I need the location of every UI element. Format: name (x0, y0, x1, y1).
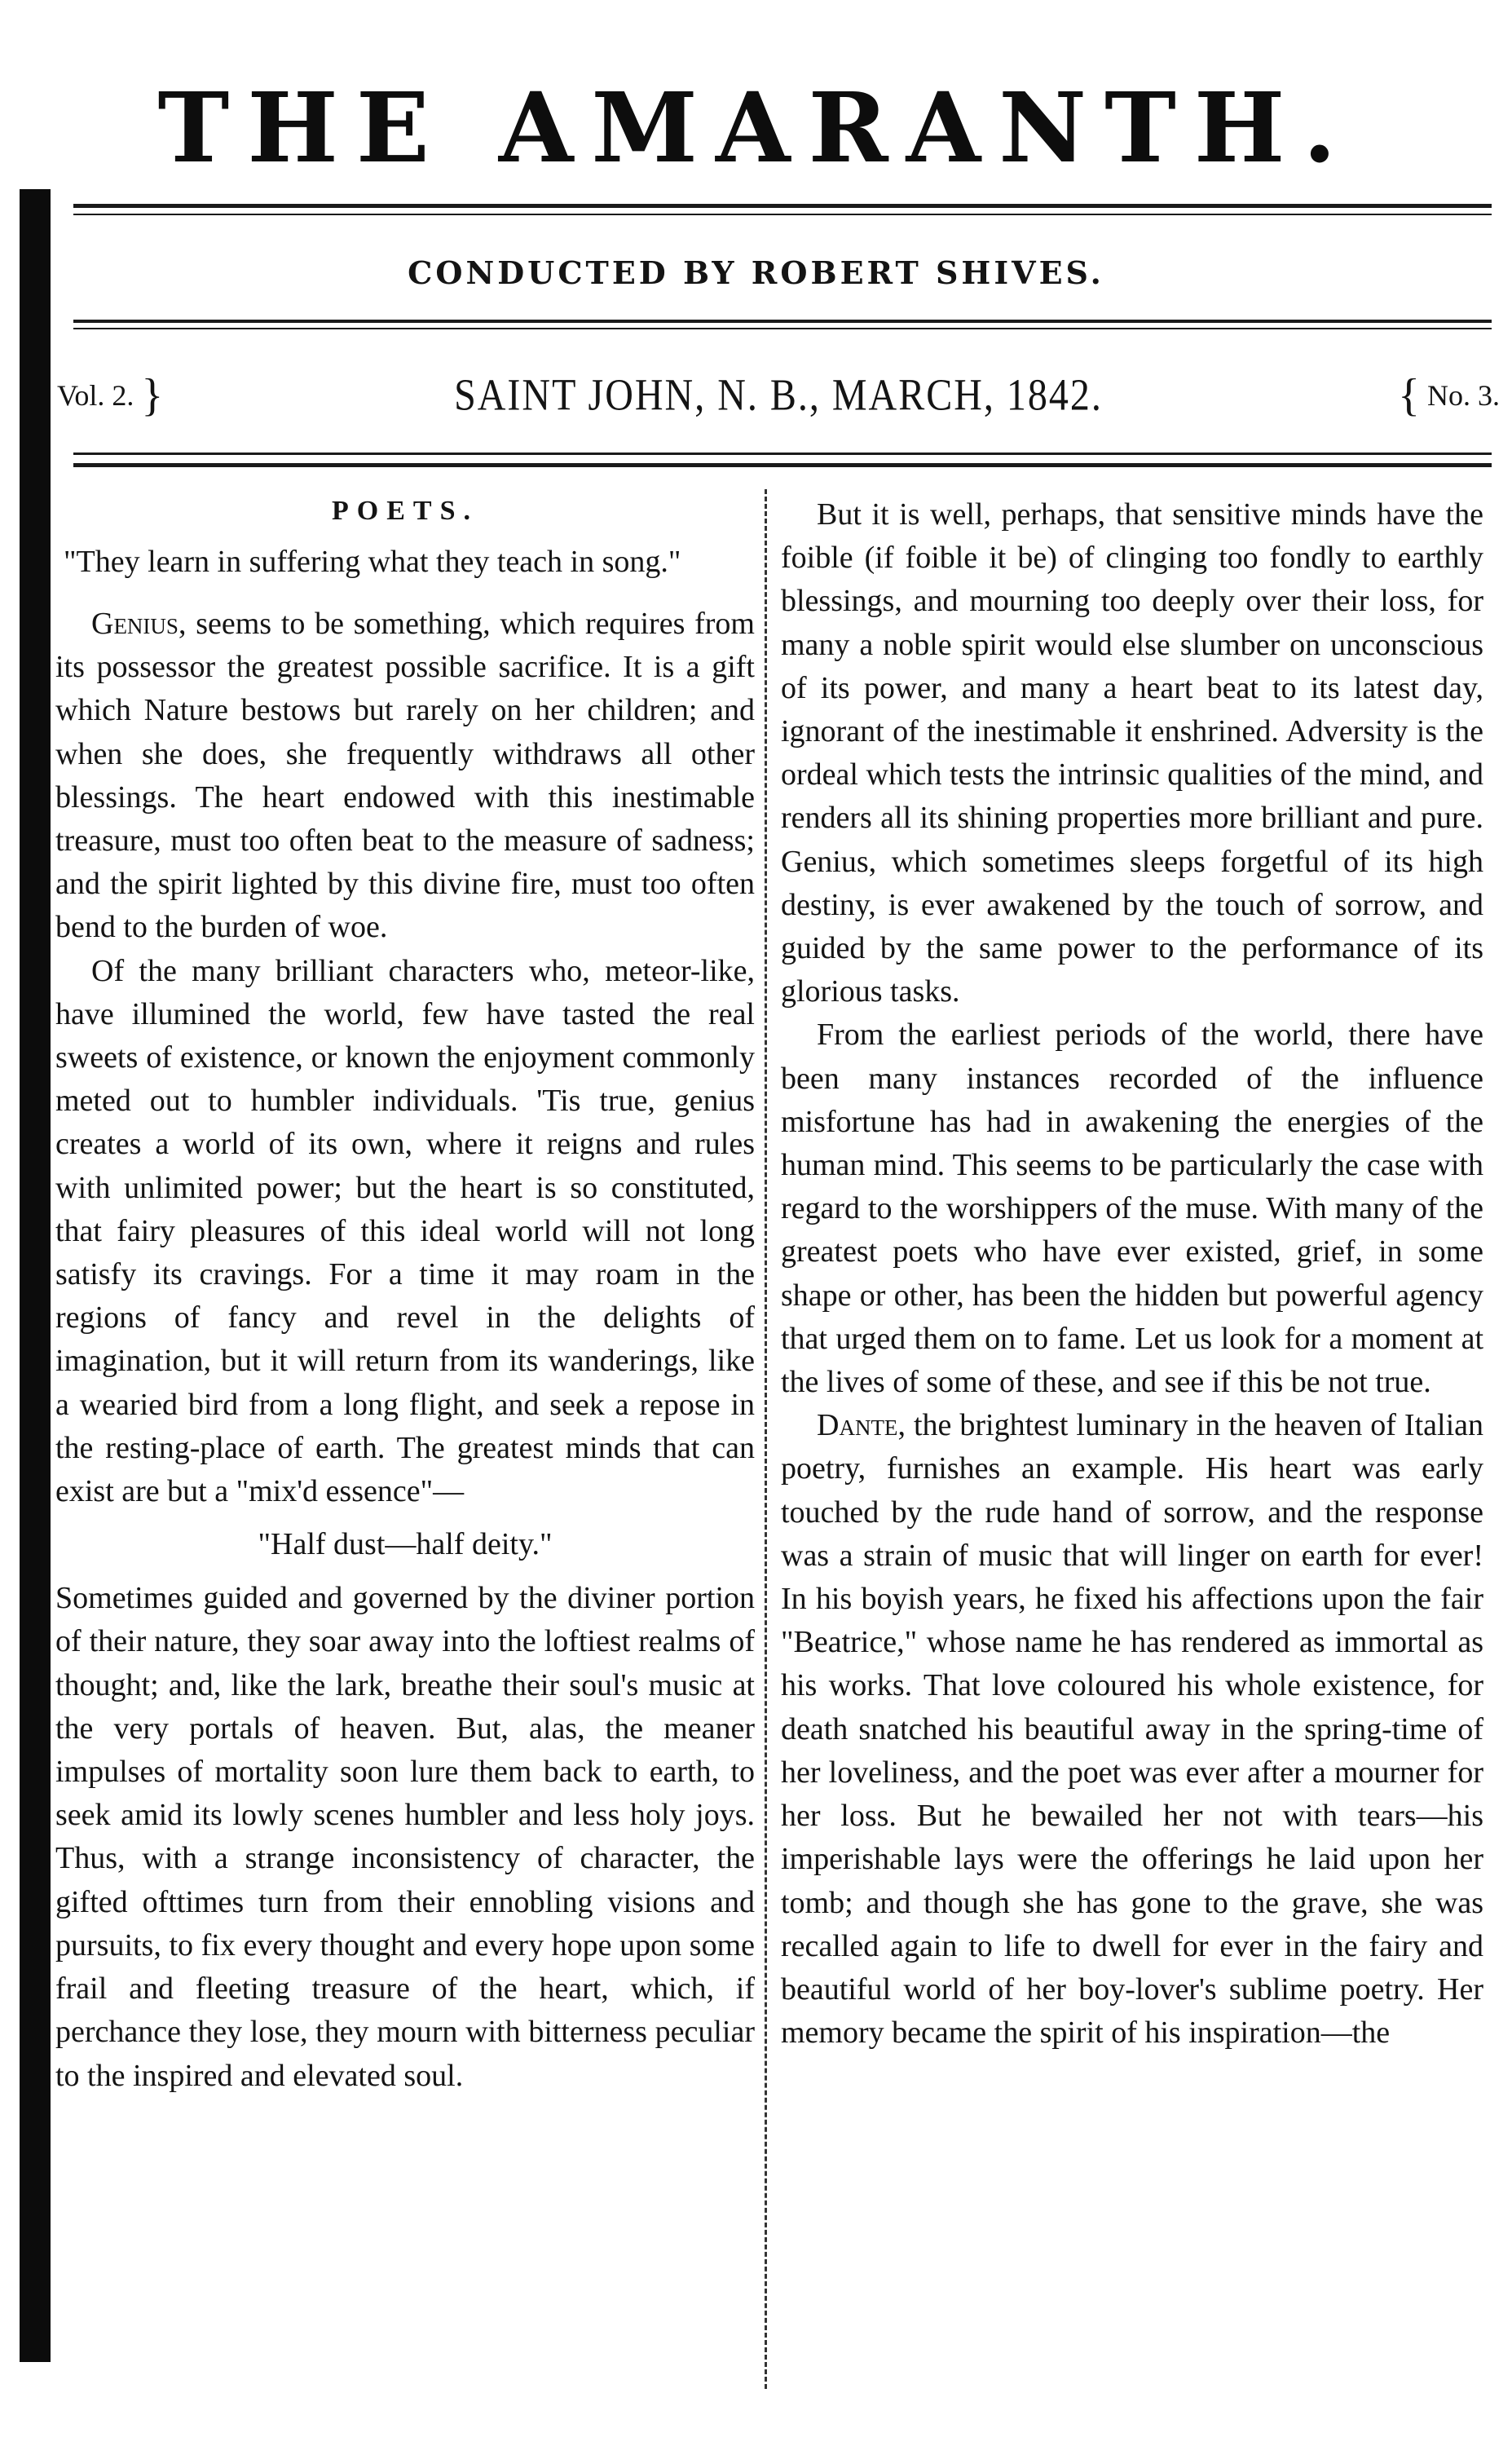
epigraph: "They learn in suffering what they teach in song." (64, 545, 681, 579)
article-heading: POETS. (332, 496, 478, 526)
volume-number: Vol. 2. } (57, 370, 164, 421)
paragraph: Dante, the brightest luminary in the heaven of Italian poetry, furnishes an example. His heart was early touched by the rude hand of sorrow, and the response was a strain of music that will linger on earth for ever! In his boyish years, he fixed his affections upon the fair "Beatrice," whose name he has rendered as immortal as his works. That love coloured his whole existence, for death snatched his beautiful away in the spring-time of her loveliness, and the poet was ever after a mourner for her loss. But he bewailed her not with tears—his imperishable lays were the offerings he laid upon her tomb; and though she has gone to the grave, she was recalled again to life to dwell for ever in the fairy and beautiful world of her boy-lover's sublime poetry. Her memory became the spirit of his inspiration—the (781, 1408, 1483, 2051)
issue-rule (73, 453, 1492, 455)
place-and-date: SAINT JOHN, N. B., MARCH, 1842. (454, 369, 1103, 420)
brace-glyph: } (141, 370, 164, 421)
binding-edge (20, 189, 51, 2362)
issue-number: { No. 3. (1398, 370, 1500, 421)
paragraph: Of the many brilliant characters who, meteor-like, have illumined the world, few have tasted the real sweets of existence, or known the enjoyment commonly meted out to humbler individuals. 'Tis true, genius creates a world of its own, where it reigns and rules with unlimited power; but the heart is so constituted, that fairy pleasures of this ideal world will not long satisfy its cravings. For a time it may roam in the regions of fancy and revel in the delights of imagination, but it will return from its wanderings, like a wearied bird from a long flight, and seek a repose in the resting-place of earth. The greatest minds that can exist are but a "mix'd essence"— (55, 953, 755, 1509)
issue-line (57, 367, 1500, 424)
right-column (781, 493, 1483, 2055)
conductor-rule (73, 320, 1492, 323)
paragraph: From the earliest periods of the world, there have been many instances recorded of the influence misfortune has had in awakening the energies of the human mind. This seems to be particularly the case with regard to the worshippers of the muse. With many of the greatest poets who have ever existed, grief, in some shape or other, has been the hidden but powerful agency that urged them on to fame. Let us look for a moment at the lives of some of these, and see if this be not true. (781, 1018, 1483, 1400)
conductor-rule-thin (73, 328, 1492, 329)
paragraph: Genius, seems to be something, which requires from its possessor the greatest possible sacrifice. It is a gift which Nature bestows but rarely on her children; and when she does, she frequently withdraws all other blessings. The heart endowed with this inestimable treasure, must too often beat to the measure of sadness; and the spirit lighted by this divine fire, must too often bend to the burden of woe. (55, 607, 755, 945)
masthead-rule-top (73, 204, 1492, 208)
conductor-line: CONDUCTED BY ROBERT SHIVES. (408, 254, 1104, 291)
issue-rule-thick (73, 463, 1492, 467)
masthead-rule-top-thin (73, 214, 1492, 215)
masthead-title: THE AMARANTH. (157, 71, 1355, 184)
paragraph: But it is well, perhaps, that sensitive minds have the foible (if foible it be) of clinging too fondly to earthly blessings, and mourning too deeply over their loss, for many a noble spirit would else slumber on unconscious of its power, and many a heart beat to its latest day, ignorant of the inestimable it enshrined. Adversity is the ordeal which tests the intrinsic qualities of the mind, and renders all its shining properties more brilliant and pure. Genius, which sometimes sleeps forgetful of its high destiny, is ever awakened by the touch of sorrow, and guided by the same power to the performance of its glorious tasks. (781, 497, 1483, 1009)
paragraph: Sometimes guided and governed by the diviner portion of their nature, they soar away into the loftiest realms of thought; and, like the lark, breathe their soul's music at the very portals of heaven. But, alas, the meaner impulses of mortality soon lure them back to earth, to seek amid its lowly scenes humbler and less holy joys. Thus, with a strange inconsistency of character, the gifted ofttimes turn from their ennobling visions and pursuits, to fix every thought and every hope upon some frail and fleeting treasure of the heart, which, if perchance they lose, they mourn with bitterness peculiar to the inspired and elevated soul. (55, 1581, 755, 2093)
quotation: "Half dust—half deity." (258, 1527, 553, 1562)
column-divider (765, 489, 767, 2389)
brace-glyph: { (1398, 370, 1420, 421)
left-column (55, 493, 755, 2098)
